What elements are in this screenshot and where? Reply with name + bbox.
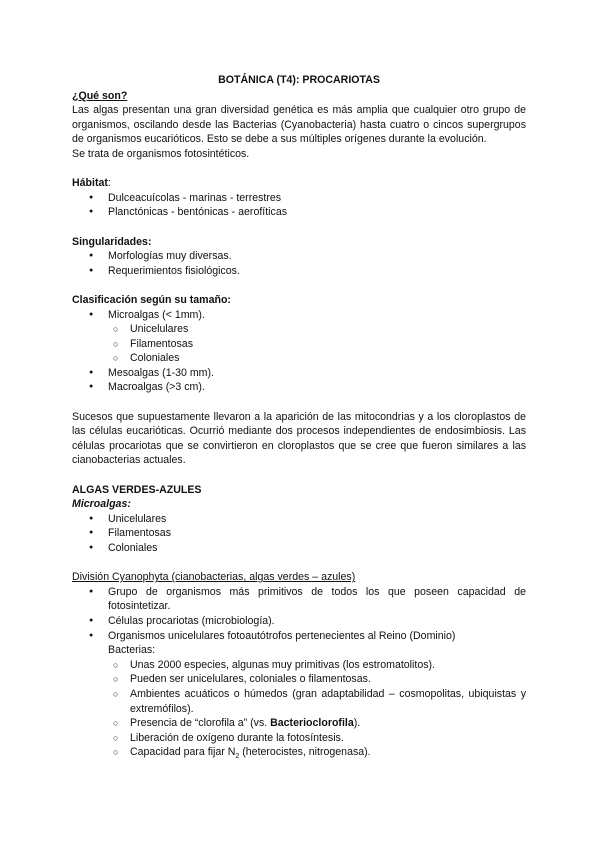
list-item: ● Células procariotas (microbiología). bbox=[72, 614, 526, 629]
list-item: ● Macroalgas (>3 cm). bbox=[72, 380, 526, 395]
sucesos-paragraph: Sucesos que supuestamente llevaron a la aparición de las mitocondrias y a los cloroplastos de las células eucarióticas. Ocurrió mediante dos procesos independientes de endosimbiosis. Las células procariotas que se convirtieron en cloroplastos que se cree que fueron similares a las cianobacterias actuales. bbox=[72, 410, 526, 467]
list-item: ● Planctónicas - bentónicas - aerofíticas bbox=[72, 205, 526, 220]
list-item: ● Coloniales bbox=[72, 541, 526, 556]
list-item: ● Organismos unicelulares fotoautótrofos pertenecientes al Reino (Dominio) bbox=[72, 629, 526, 644]
list-subitem: ○ Unas 2000 especies, algunas muy primitivas (los estromatolitos). bbox=[72, 658, 526, 673]
list-item: ● Dulceacuícolas - marinas - terrestres bbox=[72, 191, 526, 206]
list-subitem: ○ Presencia de “clorofila a” (vs. Bacterioclorofila). bbox=[72, 716, 526, 731]
document-page bbox=[72, 73, 526, 765]
singularidades-heading: Singularidades: bbox=[72, 235, 152, 248]
list-subitem: ○ Unicelulares bbox=[72, 322, 526, 337]
clasificacion-list bbox=[72, 308, 526, 396]
list-item: ● Grupo de organismos más primitivos de todos los que poseen capacidad de fotosintetizar. bbox=[72, 585, 526, 614]
singularidades-list bbox=[72, 249, 526, 278]
list-item: ● Filamentosas bbox=[72, 526, 526, 541]
list-item: ● Mesoalgas (1-30 mm). bbox=[72, 366, 526, 381]
list-subitem: ○ Liberación de oxígeno durante la fotosíntesis. bbox=[72, 731, 526, 746]
page-title: BOTÁNICA (T4): PROCARIOTAS bbox=[218, 74, 380, 86]
list-subitem: ○ Pueden ser unicelulares, coloniales o filamentosas. bbox=[72, 672, 526, 687]
list-subitem: ○ Filamentosas bbox=[72, 337, 526, 352]
que-son-paragraph: Las algas presentan una gran diversidad genética es más amplia que cualquier otro grupo de organismos, oscilando desde las Bacterias (Cyanobacteria) hasta cuatro o cincos supergrupos de organismos eucarióticos. Esto se debe a sus múltiples orígenes durante la evolución. bbox=[72, 104, 526, 146]
list-item: ● Microalgas (< 1mm). bbox=[72, 308, 526, 323]
list-item: ● Unicelulares bbox=[72, 512, 526, 527]
list-item: ● Morfologías muy diversas. bbox=[72, 249, 526, 264]
list-item: ● Requerimientos fisiológicos. bbox=[72, 264, 526, 279]
algas-verdes-azules-heading: ALGAS VERDES-AZULES bbox=[72, 483, 202, 496]
habitat-list bbox=[72, 191, 526, 220]
clasificacion-heading: Clasificación según su tamaño: bbox=[72, 293, 231, 306]
division-list bbox=[72, 585, 526, 765]
division-heading: División Cyanophyta (cianobacterias, algas verdes – azules) bbox=[72, 571, 356, 584]
list-item-continuation: Bacterias: bbox=[108, 644, 156, 657]
microalgas-list bbox=[72, 512, 526, 556]
que-son-heading: ¿Qué son? bbox=[72, 89, 128, 102]
microalgas-subheading: Microalgas: bbox=[72, 498, 131, 511]
list-subitem: ○ Ambientes acuáticos o húmedos (gran adaptabilidad – cosmopolitas, ubiquistas y extremófilos). bbox=[72, 687, 526, 716]
list-subitem: ○ Coloniales bbox=[72, 351, 526, 366]
list-subitem: ○ Capacidad para fijar $N_2$ (heterocistes, nitrogenasa). bbox=[72, 745, 526, 765]
que-son-paragraph-2: Se trata de organismos fotosintéticos. bbox=[72, 147, 250, 160]
habitat-heading: Hábitat: bbox=[72, 177, 111, 190]
